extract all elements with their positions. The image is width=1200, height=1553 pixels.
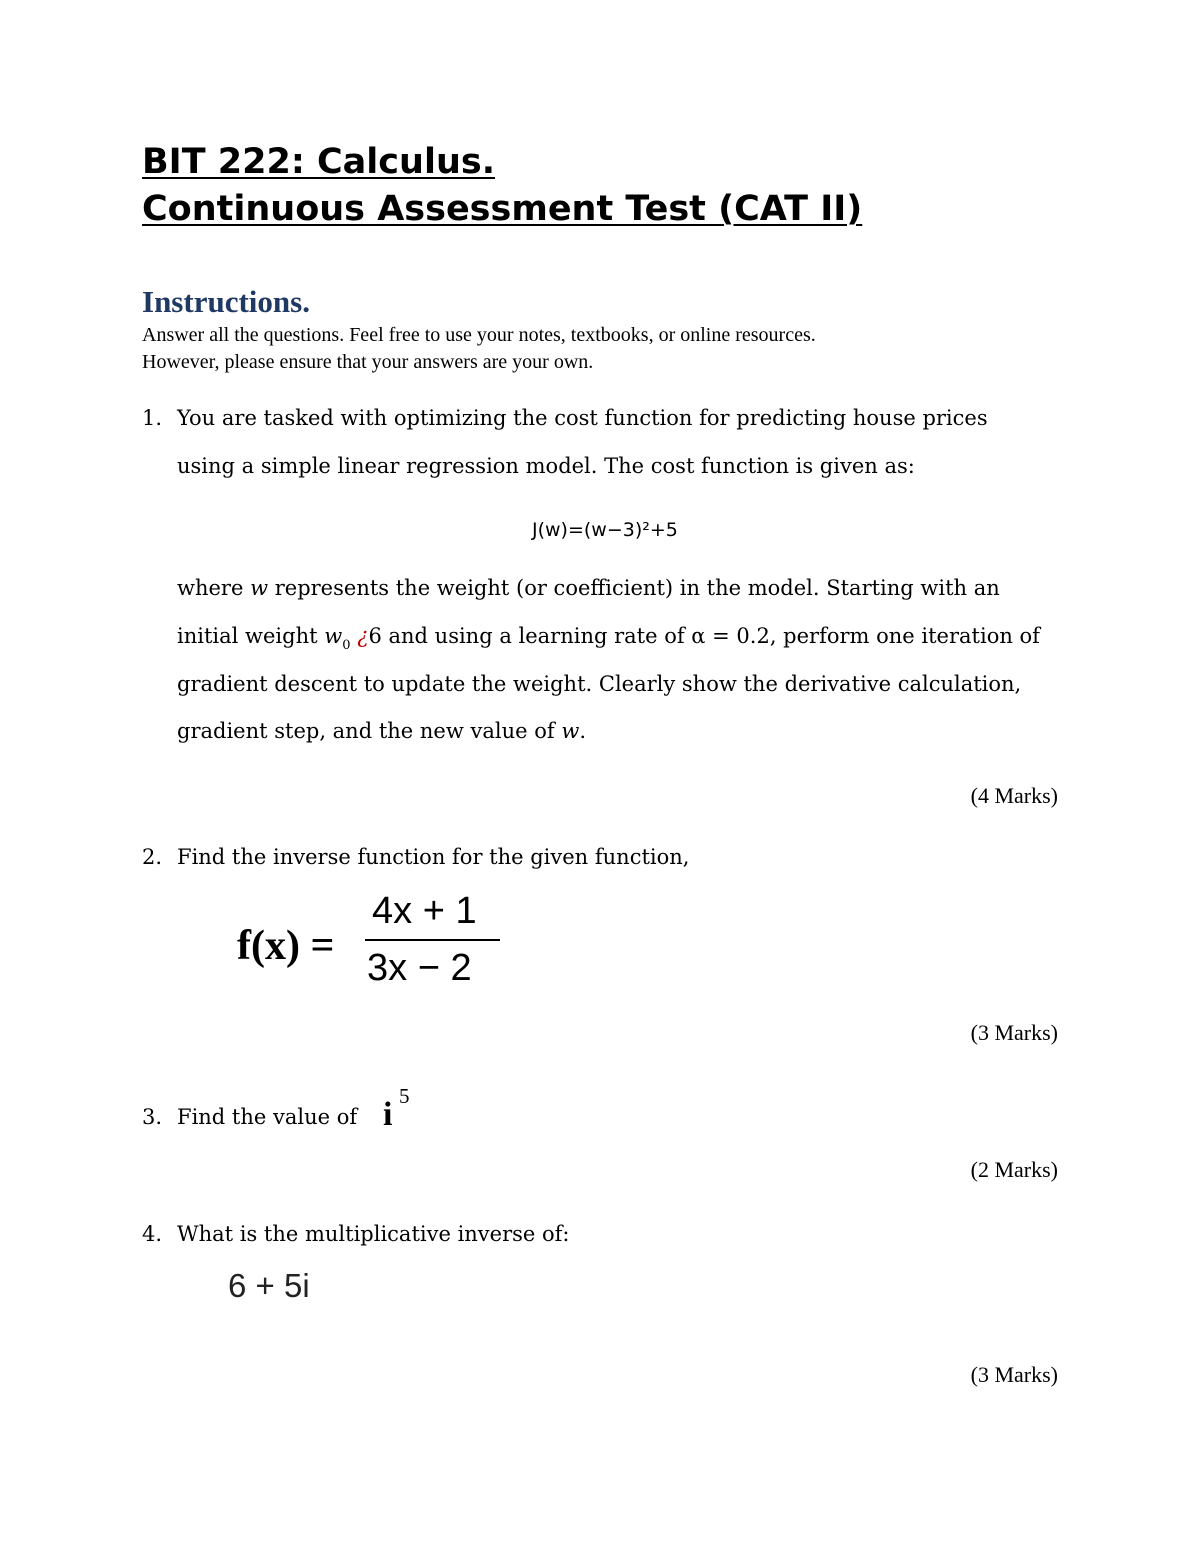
question-4-text: What is the multiplicative inverse of: xyxy=(177,1222,570,1246)
fraction-bar xyxy=(365,939,500,941)
imaginary-base: i xyxy=(383,1096,393,1133)
question-1-line1: You are tasked with optimizing the cost function for predicting house prices xyxy=(177,406,988,430)
question-1-number: 1. xyxy=(142,406,163,430)
question-2-marks: (3 Marks) xyxy=(970,1020,1058,1045)
error-glyph: ¿ xyxy=(357,624,369,648)
question-1-line4: initial weight $w_0$ ¿6 and using a learning rate of α = 0.2, perform one iteration of xyxy=(177,624,1040,653)
exponent: 5 xyxy=(399,1084,410,1108)
function-label: f(x) = xyxy=(237,923,335,969)
question-3-text: Find the value of xyxy=(177,1105,358,1129)
fraction-numerator: 4x + 1 xyxy=(372,890,477,932)
question-4-marks: (3 Marks) xyxy=(970,1362,1058,1387)
question-4-number: 4. xyxy=(142,1222,163,1246)
instructions-heading: Instructions. xyxy=(142,284,310,319)
document-title-line1: BIT 222: Calculus. xyxy=(142,142,496,182)
question-1-marks: (4 Marks) xyxy=(970,783,1058,808)
question-1-line5: gradient descent to update the weight. Clearly show the derivative calculation, xyxy=(177,672,1022,696)
question-2-text: Find the inverse function for the given function, xyxy=(177,845,690,869)
fraction-denominator: 3x − 2 xyxy=(367,947,472,989)
question-1-equation: J(w)=(w−3)²+5 xyxy=(532,519,678,541)
instructions-line2: However, please ensure that your answers are your own. xyxy=(142,351,594,373)
complex-number: 6 + 5i xyxy=(228,1267,310,1304)
question-3-number: 3. xyxy=(142,1105,163,1129)
document-title-line2: Continuous Assessment Test (CAT II) xyxy=(142,189,863,229)
instructions-line1: Answer all the questions. Feel free to use your notes, textbooks, or online resources. xyxy=(142,324,816,346)
question-1-line3: where w represents the weight (or coefficient) in the model. Starting with an xyxy=(177,576,1000,600)
question-2-number: 2. xyxy=(142,845,163,869)
question-3-marks: (2 Marks) xyxy=(970,1157,1058,1182)
question-1-line6: gradient step, and the new value of w. xyxy=(177,719,586,743)
question-1-line2: using a simple linear regression model. The cost function is given as: xyxy=(177,454,915,478)
